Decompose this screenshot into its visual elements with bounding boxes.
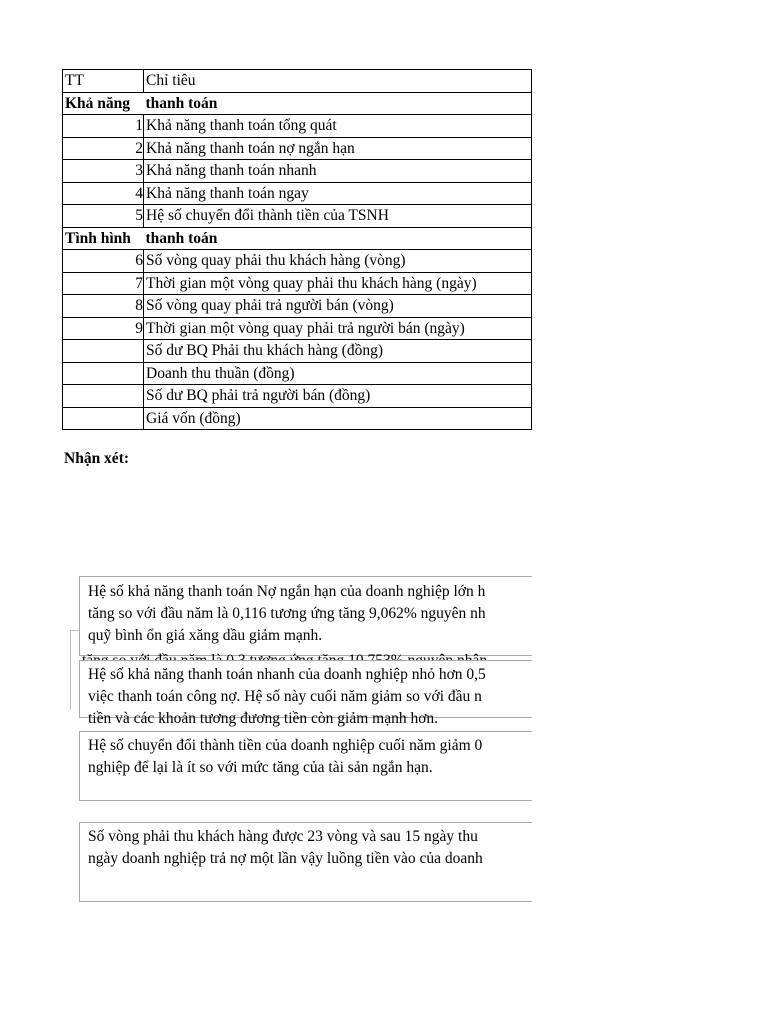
header-chi-tieu: Chỉ tiêu: [144, 70, 532, 93]
table-row: [63, 340, 532, 363]
table-row: [63, 362, 532, 385]
row-label: Số dư BQ phải trả người bán (đồng): [144, 385, 532, 408]
table-row: [63, 137, 532, 160]
group-label-b: thanh toán: [144, 227, 532, 250]
row-number: 5: [63, 205, 144, 228]
row-label: Thời gian một vòng quay phải trả người bán (ngày): [144, 317, 532, 340]
row-number: [63, 385, 144, 408]
comment-box-4[interactable]: [79, 822, 539, 902]
row-label: Hệ số chuyển đổi thành tiền của TSNH: [144, 205, 532, 228]
row-number: 1: [63, 115, 144, 138]
row-label: Doanh thu thuần (đồng): [144, 362, 532, 385]
table-row: [63, 205, 532, 228]
comment-box-2[interactable]: [79, 660, 539, 727]
row-label: Số dư BQ Phải thu khách hàng (đồng): [144, 340, 532, 363]
table-row: [63, 317, 532, 340]
table-group-row: [63, 227, 532, 250]
table-row: [63, 160, 532, 183]
row-number: [63, 340, 144, 363]
row-number: 7: [63, 272, 144, 295]
comment-line: tăng so với đầu năm là 0,116 tương ứng tăng 9,062% nguyên nh: [88, 605, 486, 622]
table-row: [63, 385, 532, 408]
row-label: Số vòng quay phải thu khách hàng (vòng): [144, 250, 532, 273]
table-header-row: [63, 70, 532, 93]
comment-line: quỹ bình ổn giá xăng dầu giảm mạnh.: [88, 627, 323, 644]
header-tt: TT: [63, 70, 144, 93]
right-crop-mask: [532, 570, 768, 910]
comment-line: ngày doanh nghiệp trả nợ một lần vậy luồng tiền vào của doanh: [88, 850, 483, 867]
row-number: 4: [63, 182, 144, 205]
table-row: [63, 115, 532, 138]
table-row: [63, 182, 532, 205]
comment-box-3[interactable]: [79, 731, 539, 801]
comment-box-1[interactable]: [79, 576, 539, 656]
group-label-b: thanh toán: [144, 92, 532, 115]
row-number: [63, 362, 144, 385]
row-number: 9: [63, 317, 144, 340]
comment-line: nghiệp để lại là ít so với mức tăng của tài sản ngắn hạn.: [88, 759, 433, 776]
comment-line: Hệ số khả năng thanh toán Nợ ngắn hạn của doanh nghiệp lớn h: [88, 583, 486, 600]
row-number: 8: [63, 295, 144, 318]
row-number: 6: [63, 250, 144, 273]
table-row: [63, 295, 532, 318]
comment-line: việc thanh toán công nợ. Hệ số này cuối năm giảm so với đầu n: [88, 688, 482, 705]
group-label-a: Khả năng: [63, 92, 144, 115]
group-label-a: Tình hình: [63, 227, 144, 250]
row-label: Khả năng thanh toán nợ ngắn hạn: [144, 137, 532, 160]
comment-line: Hệ số khả năng thanh toán nhanh của doanh nghiệp nhỏ hơn 0,5: [88, 666, 486, 683]
row-label: Số vòng quay phải trả người bán (vòng): [144, 295, 532, 318]
comment-line: Hệ số chuyển đổi thành tiền của doanh nghiệp cuối năm giảm 0: [88, 737, 483, 754]
row-label: Khả năng thanh toán tổng quát: [144, 115, 532, 138]
row-label: Thời gian một vòng quay phải thu khách hàng (ngày): [144, 272, 532, 295]
row-number: 2: [63, 137, 144, 160]
comment-line: Số vòng phải thu khách hàng được 23 vòng và sau 15 ngày thu: [88, 828, 478, 845]
indicator-table: [62, 69, 532, 430]
table-row: [63, 407, 532, 430]
table-group-row: [63, 92, 532, 115]
row-number: [63, 407, 144, 430]
table-row: [63, 250, 532, 273]
table-row: [63, 272, 532, 295]
row-label: Giá vốn (đồng): [144, 407, 532, 430]
comments-heading: Nhận xét:: [64, 450, 130, 467]
row-label: Khả năng thanh toán nhanh: [144, 160, 532, 183]
row-label: Khả năng thanh toán ngay: [144, 182, 532, 205]
comment-line: tiền và các khoản tương đương tiền còn giảm mạnh hơn.: [88, 710, 439, 727]
ghost-frame-left: [70, 630, 71, 710]
row-number: 3: [63, 160, 144, 183]
